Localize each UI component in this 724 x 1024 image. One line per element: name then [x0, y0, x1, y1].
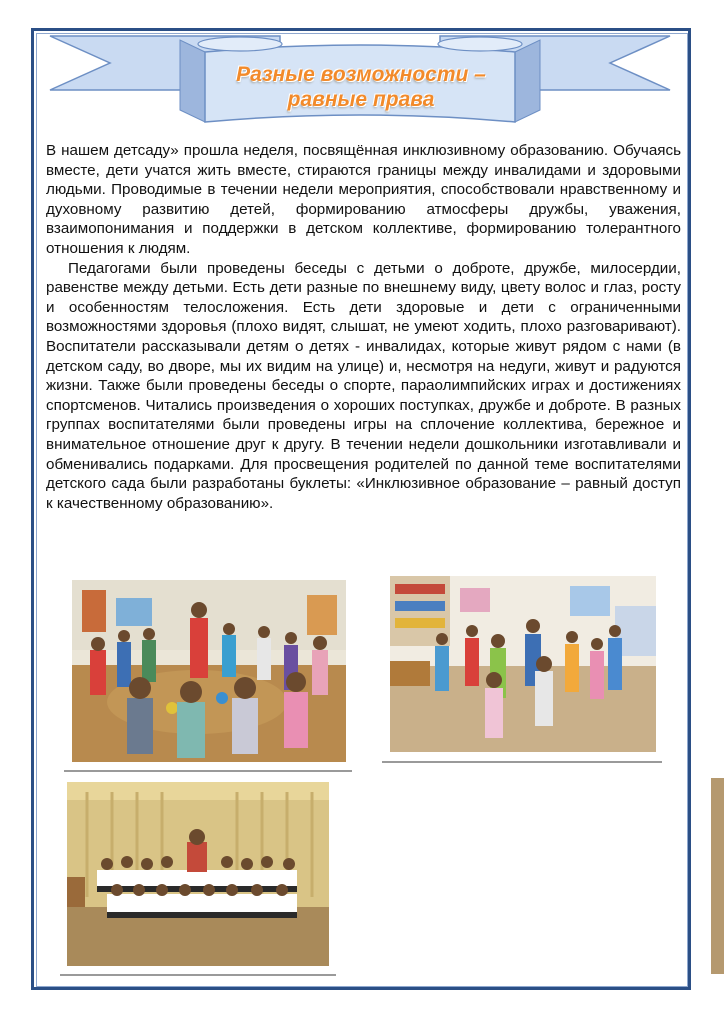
photo-2-rule: [382, 761, 662, 763]
article-paragraph-1: В нашем детсаду» прошла неделя, посвящённая инклюзивному образованию. Обучаясь вместе, дети учатся жить вместе, стираются границы между инвалидами и здоровыми людьми. Проводимые в течении недели мероприятия, способствовали нравственному и духовному развитию детей, формированию атмосферы дружбы, уважения, взаимопонимания и поддержки в детском коллективе, формированию толерантного отношения к людям.: [46, 142, 681, 257]
title-line-1: Разные возможности –: [236, 63, 486, 86]
children-music-hall-photo: [67, 782, 329, 966]
photo-3-rule: [60, 974, 336, 976]
article-body: [46, 141, 681, 513]
page-title: [205, 54, 517, 120]
adjacent-page-edge: [711, 778, 724, 974]
photo-1-rule: [64, 770, 352, 772]
title-line-2: равные права: [287, 88, 435, 111]
article-paragraph-2: Педагогами были проведены беседы с детьми о доброте, дружбе, милосердии, равенстве между детьми. Есть дети разные по внешнему виду, цвету волос и глаз, росту и особенностям телосложения. Есть дети здоровые и дети с ограниченными возможностями здоровья (плохо видят, слышат, не умеют ходить, плохо разговаривают). Воспитатели рассказывали детям о детях - инвалидах, которые живут рядом с нами (в детском саду, во дворе, мы их видим на улице) и, несмотря на недуги, живут и радуются жизни. Также были проведены беседы о спорте, параолимпийских играх и достижениях спортсменов. Читались произведения о хороших поступках, дружбе и доброте. В разных группах воспитателями были проведены игры на сплочение коллектива, бережное и внимательное отношение друг к другу. В течении недели дошкольники изготавливали и обменивались подарками. Для просвещения родителей по данной теме воспитателями детского сада были разработаны буклеты: «Инклюзивное образование – равный доступ к качественному образованию».: [46, 259, 681, 512]
children-circle-game-photo: [72, 580, 346, 762]
children-group-room-photo: [390, 576, 656, 752]
